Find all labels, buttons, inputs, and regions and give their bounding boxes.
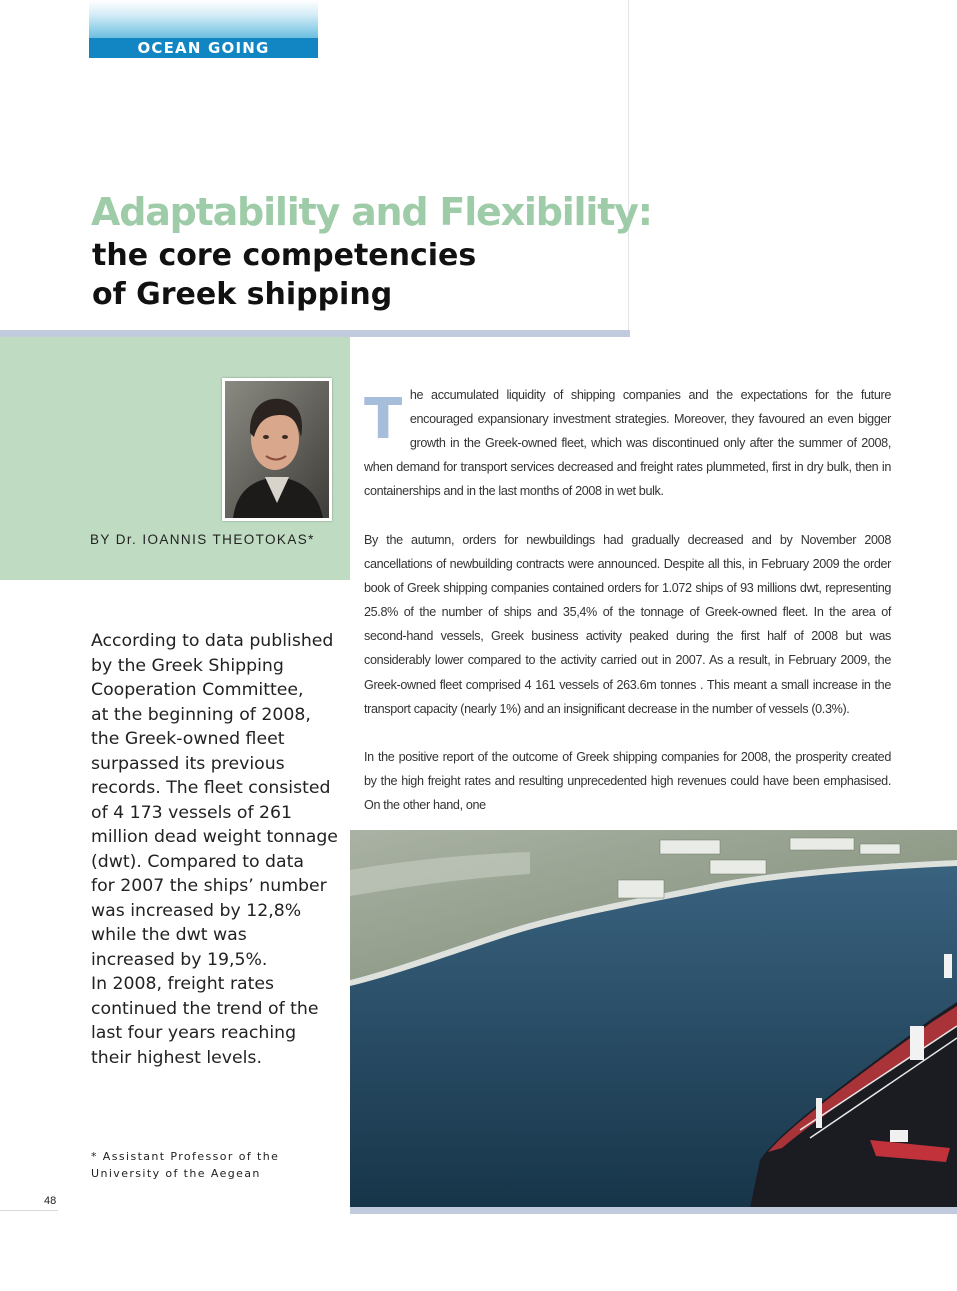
pull-quote-line: the Greek-owned fleet	[91, 729, 285, 749]
footnote-line-2: University of the Aegean	[91, 1167, 261, 1180]
drop-cap: T	[364, 387, 402, 452]
body-paragraph-3: In the positive report of the outcome of Greek shipping companies for 2008, the prosperity created by the high freight rates and resulting unprecedented high revenues could have been emphasised. On the other hand, one	[364, 750, 891, 813]
article-title: Adaptability and Flexibility:	[91, 190, 652, 234]
pull-quote-line: of 4 173 vessels of 261	[91, 802, 293, 823]
tanker-harbor-image	[350, 830, 957, 1208]
subtitle-line-1: the core competencies	[92, 238, 477, 273]
pull-quote-line: last four years reaching	[91, 1023, 297, 1043]
author-photo	[222, 378, 332, 521]
page-number: 48	[44, 1195, 57, 1207]
article-subtitle	[92, 236, 476, 314]
author-portrait-icon	[225, 381, 329, 518]
pull-quote-line: while the dwt was	[91, 925, 247, 945]
pull-quote	[91, 629, 346, 1070]
pull-quote-line: at the beginning of 2008,	[91, 704, 311, 725]
author-footnote	[91, 1148, 341, 1182]
author-byline: BY Dr. IOANNIS THEOTOKAS*	[90, 532, 315, 547]
pull-quote-line: was increased by 12,8%	[91, 900, 302, 921]
body-paragraph-2: By the autumn, orders for newbuildings had gradually decreased and by November 2008 cancellations of newbuilding contracts were announced. Despite all this, in February 2009 the order book of Greek shipping companies contained orders for 1.072 ships of 93 millions dwt, representing 25.8% of the number of ships and 35,4% of the tonnage of Greek-owned fleet. In the area of second-hand vessels, Greek business activity peaked during the first half of 2008 but was considerably lower compared to the activity carried out in 2007. As a result, in February 2009, the Greek-owned fleet comprised 4 161 vessels of 263.6m tonnes . This meant a small increase in the transport capacity (nearly 1%) and an insignificant decrease in the number of vessels (0.3%).	[364, 533, 891, 716]
pull-quote-line: their highest levels.	[91, 1047, 262, 1068]
pull-quote-line: surpassed its previous	[91, 753, 285, 774]
pull-quote-line: for 2007 the ships’ number	[91, 876, 327, 896]
paragraph-1-text: he accumulated liquidity of shipping companies and the expectations for the future encouraged expansionary investment strategies. Moreover, they favoured an even bigger growth in the Greek-owned fleet, which was discontinued only after the summer of 2008, when demand for transport services decreased and freight rates plummeted, first in dry bulk, then in containerships and in the last months of 2008 in wet bulk.	[364, 388, 891, 499]
tanker-photo	[350, 830, 957, 1208]
header-divider	[628, 0, 629, 330]
footnote-line-1: * Assistant Professor of the	[91, 1150, 280, 1163]
subtitle-line-2: of Greek shipping	[92, 277, 393, 312]
pull-quote-line: increased by 19,5%.	[91, 949, 268, 970]
pull-quote-line: million dead weight tonnage	[91, 827, 338, 847]
pull-quote-line: Cooperation Committee,	[91, 680, 304, 700]
pull-quote-line: continued the trend of the	[91, 998, 319, 1019]
page-number-rule	[0, 1210, 58, 1211]
pull-quote-line: In 2008, freight rates	[91, 974, 275, 994]
photo-bottom-bar	[350, 1207, 957, 1214]
section-label: OCEAN GOING SHIPPING	[89, 38, 318, 58]
body-paragraph-1	[364, 383, 891, 503]
pull-quote-line: (dwt). Compared to data	[91, 851, 304, 872]
pull-quote-line: by the Greek Shipping	[91, 655, 284, 676]
pull-quote-line: records. The fleet consisted	[91, 778, 331, 798]
header-bottom-bar	[0, 330, 630, 337]
pull-quote-line: According to data published	[91, 631, 334, 651]
